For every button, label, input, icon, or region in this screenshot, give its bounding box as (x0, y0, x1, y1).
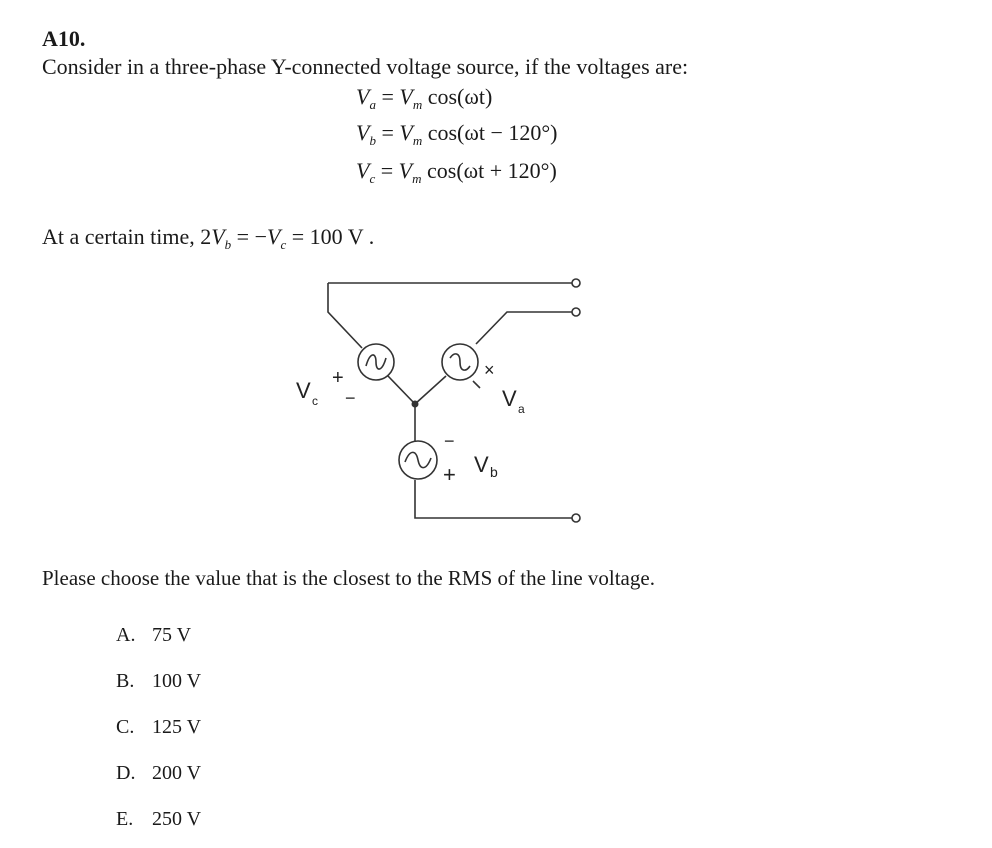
vc-plus: + (332, 367, 344, 389)
option-b[interactable] (116, 670, 201, 693)
option-c[interactable] (116, 716, 201, 739)
sine-icon (405, 452, 431, 467)
wire-line-2 (476, 312, 572, 344)
option-letter: D. (116, 762, 136, 784)
problem-id: A10. (42, 26, 86, 51)
equation-va: $V_a = V_m$ cos(ωt) (356, 84, 493, 112)
sine-icon (450, 354, 470, 370)
option-value: 100 V (152, 670, 202, 692)
wire-va-neutral (415, 376, 446, 404)
sine-icon (366, 355, 386, 369)
option-letter: E. (116, 808, 134, 830)
vb-plus: + (443, 462, 456, 487)
option-e[interactable] (116, 808, 201, 831)
terminal-1 (572, 279, 580, 287)
option-value: 200 V (152, 762, 202, 784)
option-value: 250 V (152, 808, 202, 830)
neutral-node (412, 401, 419, 408)
vc-label: V (296, 378, 311, 403)
option-d[interactable] (116, 762, 201, 785)
vc-minus: − (345, 388, 356, 408)
option-letter: A. (116, 624, 136, 646)
question-text: Please choose the value that is the closest to the RMS of the line voltage. (42, 566, 655, 590)
wire-line-1 (328, 283, 362, 348)
problem-intro: Consider in a three-phase Y-connected voltage source, if the voltages are: (42, 54, 689, 79)
vb-label-sub: b (490, 464, 498, 480)
va-cross: × (484, 360, 495, 380)
va-label-sub: a (518, 402, 525, 416)
terminal-3 (572, 514, 580, 522)
option-a[interactable] (116, 624, 191, 647)
option-value: 75 V (152, 624, 192, 646)
terminal-2 (572, 308, 580, 316)
vb-minus: − (444, 431, 455, 451)
option-letter: C. (116, 716, 135, 738)
wire-vc-neutral (388, 376, 415, 404)
option-value: 125 V (152, 716, 202, 738)
equation-vb: $V_b = V_m$ cos(ωt − 120°) (356, 120, 558, 148)
vc-label-sub: c (312, 394, 318, 408)
va-label: V (502, 386, 517, 411)
option-letter: B. (116, 670, 135, 692)
given-condition: At a certain time, $2V_b = -V_c = 100$ V . (42, 224, 375, 252)
wire-line-3 (415, 480, 572, 518)
vb-label: V (474, 452, 489, 477)
equation-vc: $V_c = V_m$ cos(ωt + 120°) (356, 158, 557, 186)
